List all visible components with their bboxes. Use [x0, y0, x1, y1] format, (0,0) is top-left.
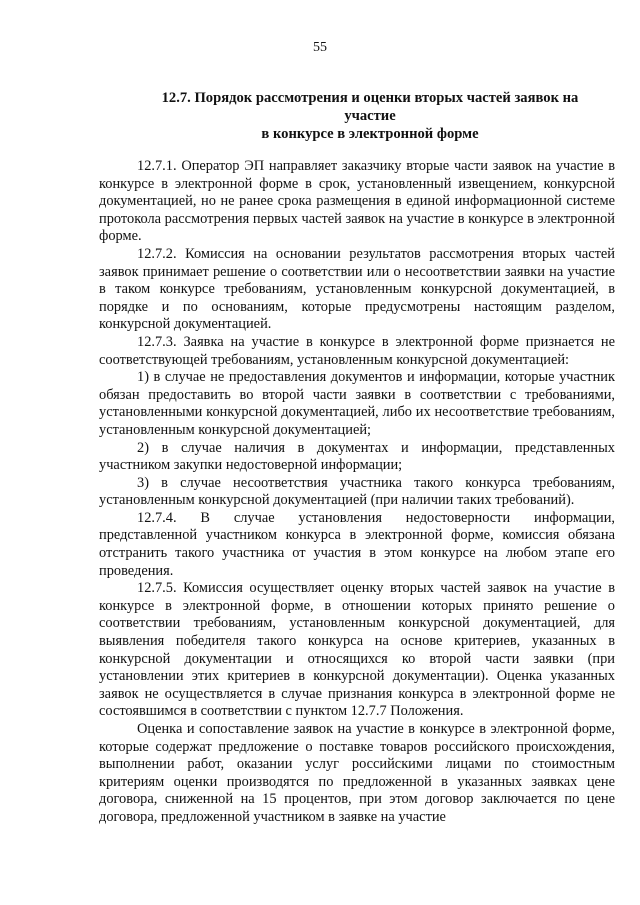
- section-heading-line-1: 12.7. Порядок рассмотрения и оценки вторых частей заявок на: [161, 90, 579, 106]
- page-number: 55: [313, 40, 327, 55]
- document-body: [99, 158, 615, 827]
- paragraph-evaluation: Оценка и сопоставление заявок на участие в конкурсе в электронной форме, которые содержат предложение о поставке товаров российского происхождения, выполнении работ, оказании услуг российскими лицами по стоимостным критериям оценки производятся по предложенной в указанных заявках цене договора, сниженной на 15 процентов, при этом договор заключается по цене договора, предложенной участником в заявке на участие: [99, 721, 615, 825]
- paragraph-12-7-2: 12.7.2. Комиссия на основании результатов рассмотрения вторых частей заявок принимает решение о соответствии или о несоответствии заявки на участие в таком конкурсе требованиям, установленным конкурсной документацией, в порядке и по основаниям, которые предусмотрены настоящим разделом, конкурсной документацией.: [99, 245, 615, 333]
- paragraph-12-7-3: 12.7.3. Заявка на участие в конкурсе в электронной форме признается не соответствующей требованиям, установленным конкурсной документацией:: [99, 333, 615, 368]
- section-heading-line-2: участие: [344, 108, 396, 124]
- section-heading: [140, 89, 600, 143]
- paragraph-12-7-1: 12.7.1. Оператор ЭП направляет заказчику вторые части заявок на участие в конкурсе в электронной форме в срок, установленный извещением, конкурсной документацией, но не ранее срока размещения в единой информационной системе протокола рассмотрения первых частей заявок на участие в конкурсе в электронной форме.: [99, 158, 615, 245]
- list-item-1: 1) в случае не предоставления документов и информации, которые участник обязан предоставить во второй части заявки в соответствии с требованиями, установленными конкурсной документацией, либо их несоответствие требованиям, установленным конкурсной документацией;: [99, 369, 615, 438]
- paragraph-12-7-4: 12.7.4. В случае установления недостоверности информации, представленной участником конкурса в электронной форме, комиссия обязана отстранить такого участника от участия в этом конкурсе на любом этапе его проведения.: [99, 509, 615, 579]
- section-heading-line-3: в конкурсе в электронной форме: [261, 126, 479, 142]
- list-item-2: 2) в случае наличия в документах и информации, представленных участником закупки недостоверной информации;: [99, 439, 615, 474]
- list-item-3: 3) в случае несоответствия участника такого конкурса требованиям, установленным конкурсной документацией (при наличии таких требований).: [99, 474, 615, 509]
- paragraph-12-7-5: 12.7.5. Комиссия осуществляет оценку вторых частей заявок на участие в конкурсе в электронной форме, в отношении которых принято решение о соответствии требованиям, установленным конкурсной документацией, для выявления победителя такого конкурса на основе критериев, указанных в конкурсной документации и относящихся ко второй части заявки (при установлении этих критериев в конкурсной документации). Оценка указанных заявок не осуществляется в случае признания конкурса в электронной форме не состоявшимся в соответствии с пунктом 12.7.7 Положения.: [99, 580, 615, 720]
